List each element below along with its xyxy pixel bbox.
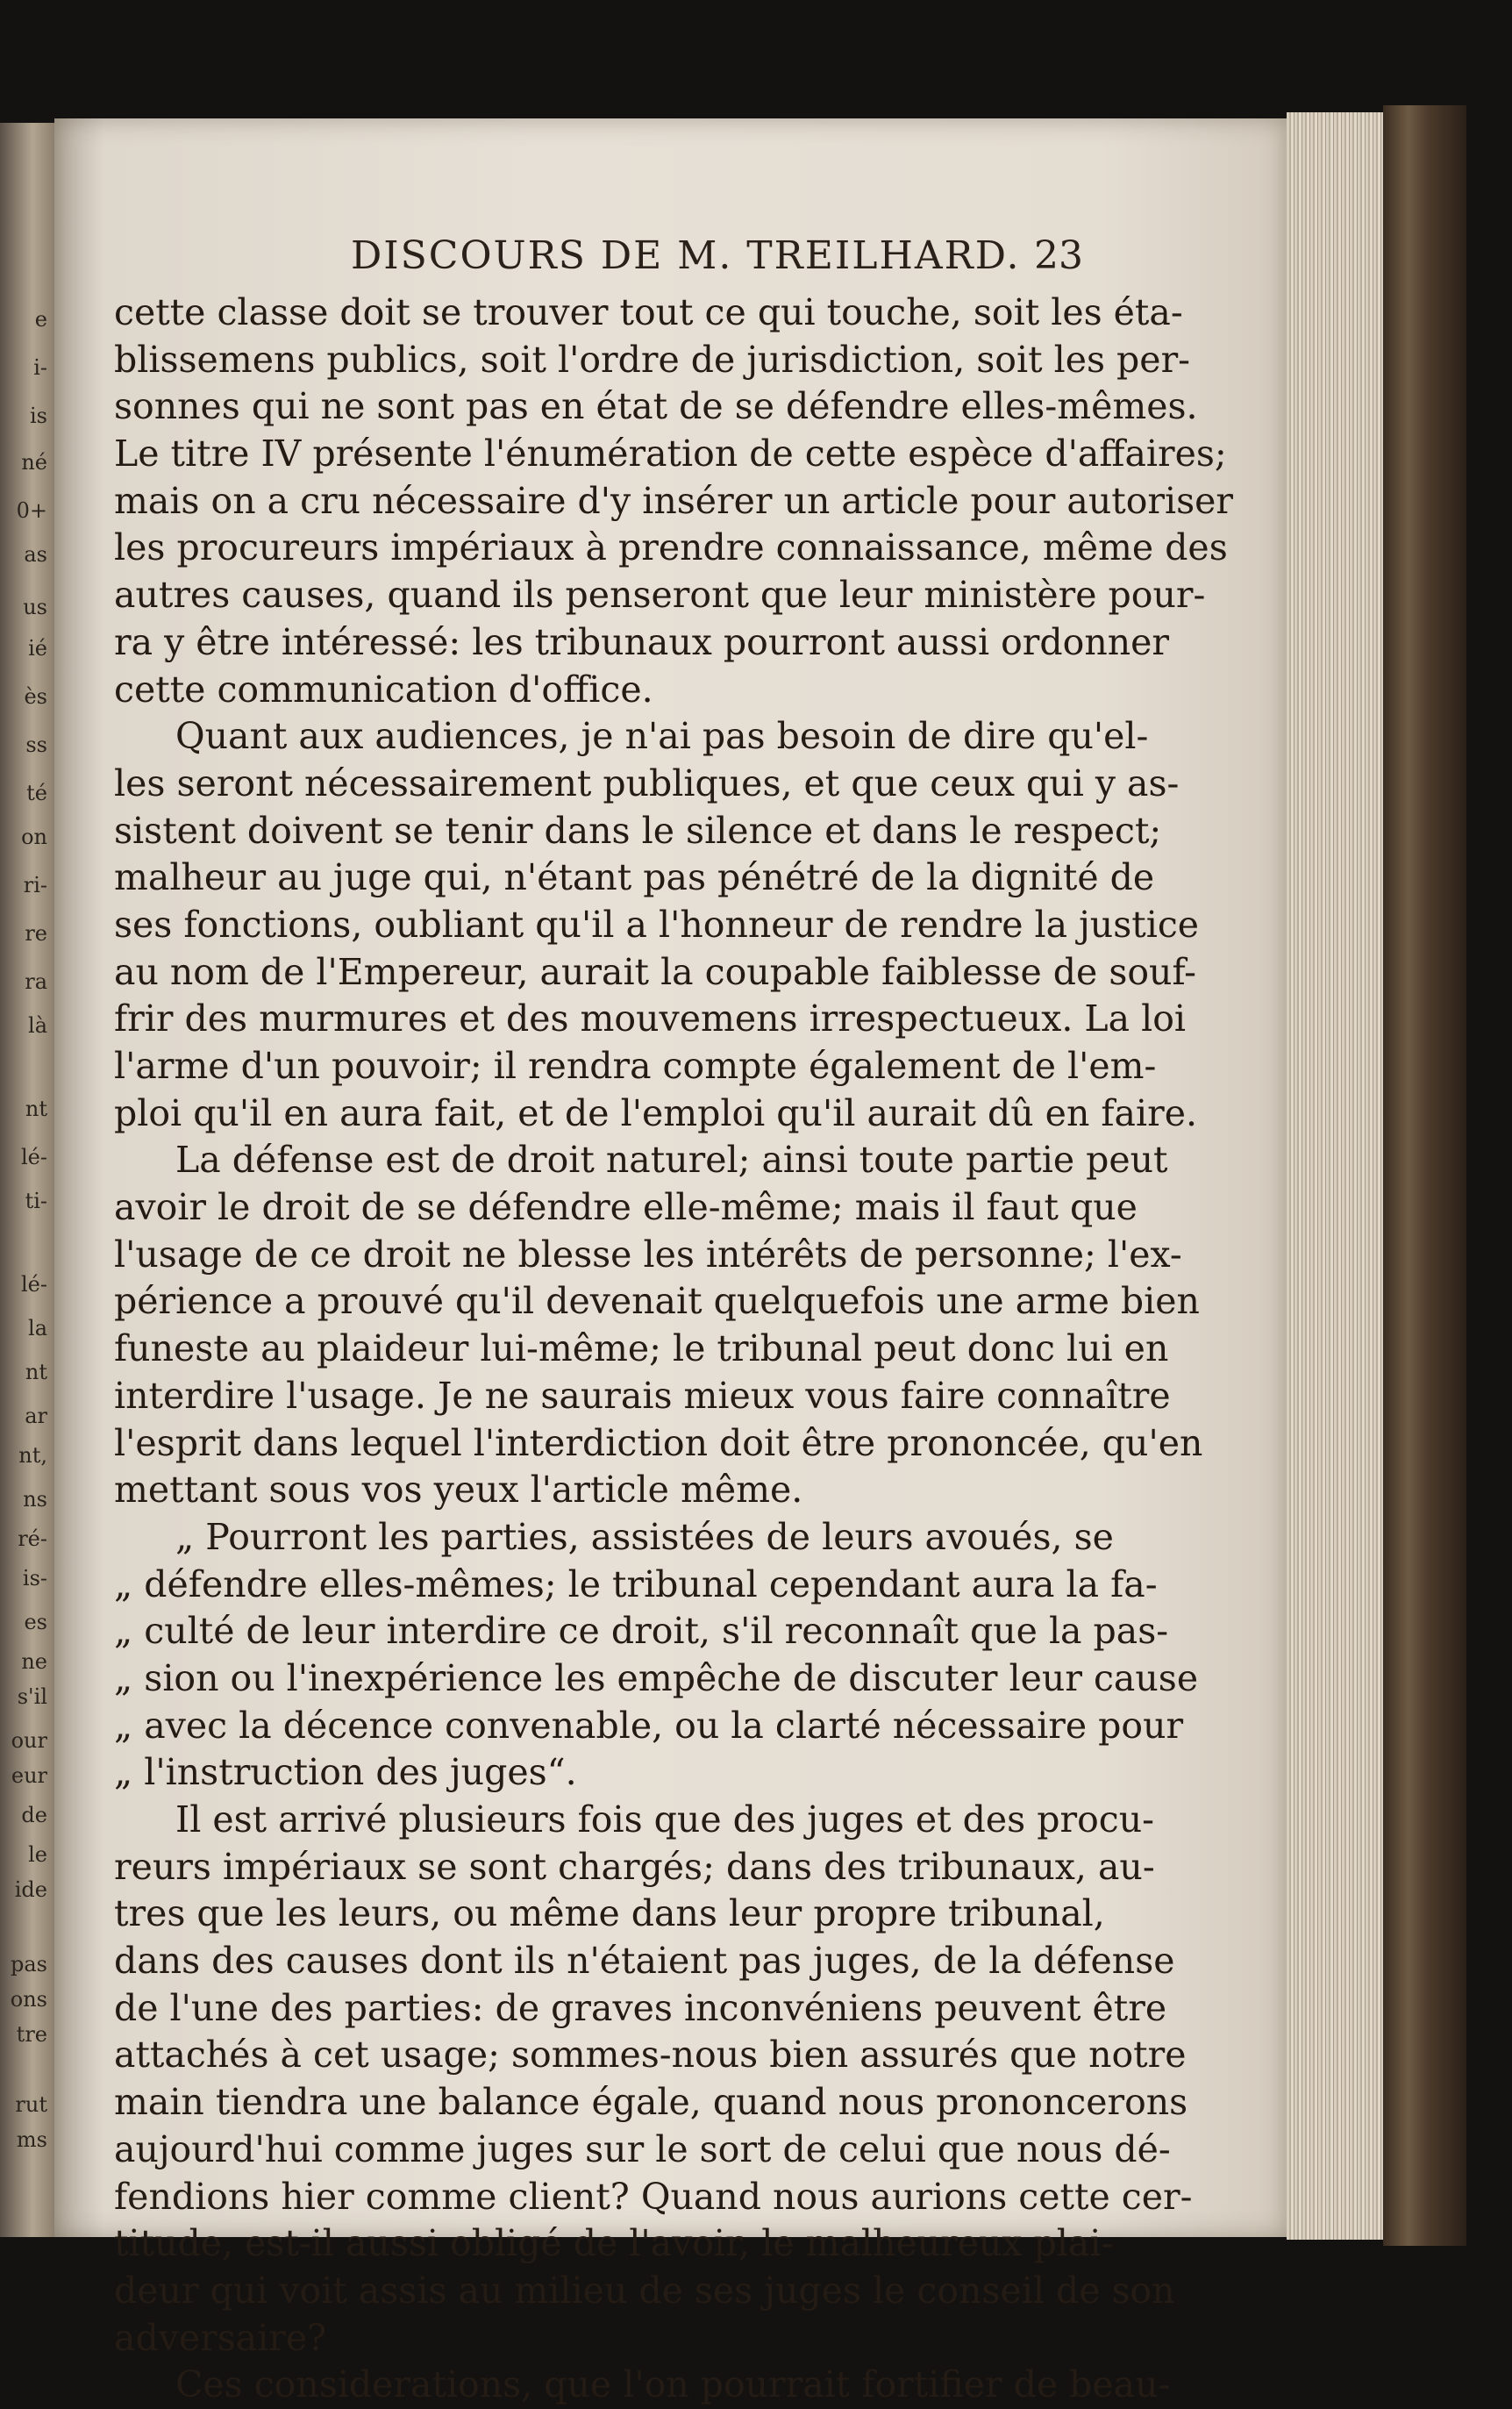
text-line: titude, est-il aussi obligé de l'avoir, le malheureux plai- — [114, 2222, 1114, 2265]
text-line: deur qui voit assis au milieu de ses juges le conseil de son — [114, 2269, 1175, 2312]
facing-page-fragment: ti- — [25, 1189, 47, 1213]
facing-page-fragment: ide — [14, 1877, 47, 1902]
facing-page-fragment: ms — [16, 2127, 47, 2152]
facing-page-fragment: is — [30, 404, 47, 428]
text-line: „ culté de leur interdire ce droit, s'il reconnaît que la pas- — [114, 1610, 1169, 1653]
text-line: main tiendra une balance égale, quand nous prononcerons — [114, 2081, 1188, 2124]
facing-page-fragment: ss — [25, 733, 47, 757]
text-line: malheur au juge qui, n'étant pas pénétré de la dignité de — [114, 856, 1155, 899]
facing-page-fragment: ré- — [18, 1526, 47, 1551]
text-line: sistent doivent se tenir dans le silence et dans le respect; — [114, 809, 1162, 852]
text-line: Ces considerations, que l'on pourrait fortifier de beau- — [175, 2363, 1171, 2406]
facing-page-edge — [0, 123, 54, 2237]
facing-page-fragment: là — [28, 1013, 47, 1038]
text-line: blissemens publics, soit l'ordre de jurisdiction, soit les per- — [114, 338, 1191, 381]
text-line: mettant sous vos yeux l'article même. — [114, 1469, 803, 1512]
text-line: „ sion ou l'inexpérience les empêche de discuter leur cause — [114, 1656, 1199, 1699]
facing-page-fragment: nt — [25, 1360, 47, 1384]
facing-page-fragment: eur — [11, 1763, 47, 1788]
facing-page-fragment: la — [28, 1316, 47, 1340]
text-line: avoir le droit de se défendre elle-même; mais il faut que — [114, 1186, 1138, 1229]
facing-page-fragment: es — [24, 1610, 47, 1634]
text-line: l'esprit dans lequel l'interdiction doit être prononcée, qu'en — [114, 1421, 1203, 1464]
text-line: La défense est de droit naturel; ainsi toute partie peut — [175, 1139, 1168, 1182]
text-line: „ avec la décence convenable, ou la clarté nécessaire pour — [114, 1704, 1184, 1747]
facing-page-fragment: nt, — [18, 1443, 47, 1468]
facing-page-fragment: ne — [21, 1649, 47, 1674]
facing-page-fragment: rut — [15, 2092, 47, 2117]
facing-page-fragment: né — [21, 450, 47, 475]
facing-page-fragment: lé- — [21, 1272, 47, 1297]
facing-page-fragment: ès — [24, 684, 47, 709]
text-line: l'arme d'un pouvoir; il rendra compte également de l'em- — [114, 1045, 1157, 1087]
text-line: frir des murmures et des mouvemens irrespectueux. La loi — [114, 997, 1187, 1040]
text-line: funeste au plaideur lui-même; le tribunal peut donc lui en — [114, 1327, 1169, 1370]
facing-page-fragment: ié — [28, 636, 47, 661]
text-line: Le titre IV présente l'énumération de cette espèce d'affaires; — [114, 432, 1227, 475]
text-line: les seront nécessairement publiques, et que ceux qui y as- — [114, 761, 1180, 804]
facing-page-fragment: on — [21, 825, 47, 849]
book-cover-edge — [1383, 105, 1466, 2246]
text-line: mais on a cru nécessaire d'y insérer un article pour autoriser — [114, 479, 1234, 522]
text-line: autres causes, quand ils penseront que leur ministère pour- — [114, 574, 1206, 617]
facing-page-fragment: pas — [11, 1952, 47, 1977]
text-line: cette classe doit se trouver tout ce qui touche, soit les éta- — [114, 291, 1183, 333]
facing-page-fragment: ar — [25, 1404, 47, 1428]
facing-page-fragment: us — [23, 595, 47, 619]
text-line: cette communication d'office. — [114, 668, 653, 711]
text-line: Il est arrivé plusieurs fois que des juges et des procu- — [175, 1798, 1155, 1841]
facing-page-fragment: i- — [33, 355, 47, 380]
facing-page-fragment: as — [24, 542, 47, 567]
text-line: Quant aux audiences, je n'ai pas besoin de dire qu'el- — [175, 715, 1149, 758]
text-line: „ l'instruction des juges“. — [114, 1751, 577, 1794]
text-line: fendions hier comme client? Quand nous aurions cette cer- — [114, 2175, 1193, 2218]
facing-page-fragment: 0+ — [16, 498, 47, 523]
text-line: „ Pourront les parties, assistées de leurs avoués, se — [175, 1515, 1114, 1558]
text-line: dans des causes dont ils n'étaient pas juges, de la défense — [114, 1940, 1175, 1983]
text-line: l'usage de ce droit ne blesse les intérêts de personne; l'ex- — [114, 1233, 1182, 1276]
text-line: ra y être intéressé: les tribunaux pourront aussi ordonner — [114, 620, 1170, 663]
text-line: reurs impériaux se sont chargés; dans des tribunaux, au- — [114, 1845, 1155, 1888]
text-line: tres que les leurs, ou même dans leur propre tribunal, — [114, 1892, 1105, 1935]
page-block-edge — [1287, 112, 1383, 2240]
facing-page-fragment: tre — [16, 2022, 47, 2047]
text-line: aujourd'hui comme juges sur le sort de celui que nous dé- — [114, 2127, 1171, 2170]
text-line: ses fonctions, oubliant qu'il a l'honneur de rendre la justice — [114, 903, 1200, 946]
text-line: „ défendre elles-mêmes; le tribunal cependant aura la fa- — [114, 1562, 1158, 1605]
facing-page-fragment: té — [26, 781, 47, 805]
facing-page-fragment: ns — [23, 1487, 47, 1512]
text-line: les procureurs impériaux à prendre connaissance, même des — [114, 526, 1228, 569]
facing-page-fragment: lé- — [21, 1145, 47, 1169]
facing-page-fragment: de — [21, 1803, 47, 1827]
text-line: ploi qu'il en aura fait, et de l'emploi qu'il aurait dû en faire. — [114, 1091, 1198, 1134]
text-line: de l'une des parties: de graves inconvéniens peuvent être — [114, 1986, 1167, 2029]
facing-page-fragment: our — [11, 1728, 47, 1753]
facing-page-fragment: le — [28, 1842, 47, 1867]
facing-page-fragment: s'il — [17, 1684, 47, 1709]
facing-page-fragment: is- — [22, 1566, 47, 1591]
text-line: périence a prouvé qu'il devenait quelquefois une arme bien — [114, 1280, 1200, 1323]
text-line: au nom de l'Empereur, aurait la coupable faiblesse de souf- — [114, 950, 1197, 993]
facing-page-fragment: re — [25, 921, 47, 946]
facing-page-fragment: ons — [10, 1987, 47, 2012]
text-line: adversaire? — [114, 2316, 327, 2359]
facing-page-fragment: ri- — [23, 873, 47, 897]
facing-page-fragment: e — [34, 307, 47, 332]
text-line: attachés à cet usage; sommes-nous bien assurés que notre — [114, 2034, 1187, 2077]
page-number: 23 — [1034, 233, 1083, 278]
running-head: DISCOURS DE M. TREILHARD. — [351, 233, 1021, 278]
facing-page-fragment: ra — [25, 969, 47, 994]
text-line: sonnes qui ne sont pas en état de se défendre elles-mêmes. — [114, 385, 1198, 428]
text-line: interdire l'usage. Je ne saurais mieux vous faire connaître — [114, 1374, 1171, 1417]
facing-page-fragment: nt — [25, 1097, 47, 1121]
body-text — [114, 290, 1234, 2409]
